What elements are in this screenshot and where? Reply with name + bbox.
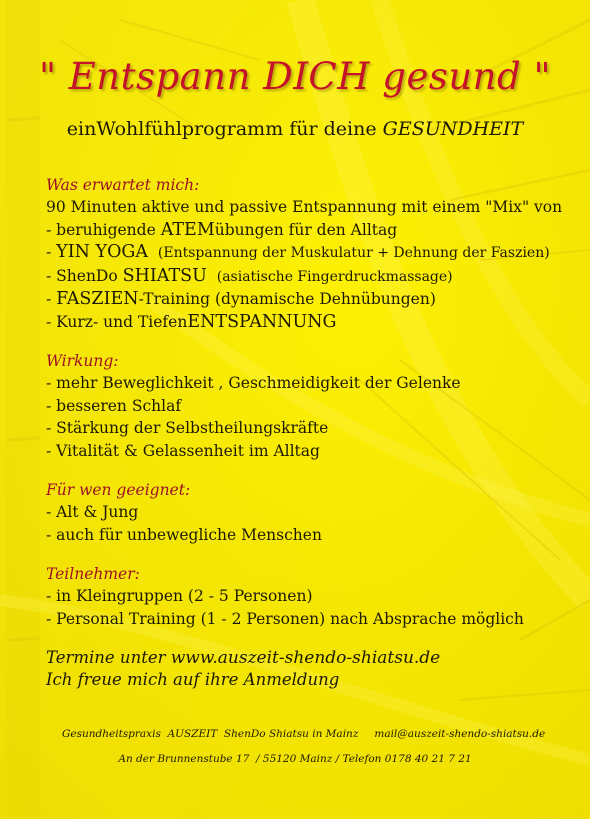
list-item — [46, 219, 576, 242]
item-keyword: ATEM — [160, 219, 215, 240]
item-pre: - ShenDo — [46, 266, 123, 285]
section-teilnehmer — [46, 563, 576, 630]
list-item: - Vitalität & Gelassenheit im Alltag — [46, 441, 320, 460]
section-was-erwartet — [46, 174, 576, 333]
section-heading: Wirkung: — [46, 352, 119, 370]
termine-prefix: Termine unter — [46, 648, 171, 667]
item-post — [207, 267, 217, 285]
website-link[interactable]: www.auszeit-shendo-shiatsu.de — [170, 648, 441, 668]
list-item — [46, 265, 576, 289]
subtitle — [0, 118, 590, 140]
subtitle-emphasis: GESUNDHEIT — [382, 118, 524, 140]
item-post — [148, 243, 158, 261]
list-item: - Stärkung der Selbstheilungskräfte — [46, 419, 329, 437]
section-fuer-wen — [46, 479, 576, 546]
list-item: - Alt & Jung — [46, 503, 139, 521]
section-wirkung — [46, 350, 576, 462]
section-heading: Für wen geeignet: — [46, 481, 191, 499]
item-keyword: ENTSPANNUNG — [187, 311, 337, 332]
item-keyword: FASZIEN — [56, 289, 139, 309]
item-pre: - — [46, 243, 57, 261]
list-item: - auch für unbewegliche Menschen — [46, 525, 322, 544]
item-pre: - beruhigende — [46, 220, 161, 239]
item-pre: - Kurz- und Tiefen — [46, 312, 188, 331]
section-heading: Was erwartet mich: — [46, 176, 200, 194]
subtitle-prefix: ein — [66, 118, 97, 140]
subtitle-middle: Wohlfühlprogramm für deine — [96, 118, 383, 140]
footer-contact — [62, 728, 545, 740]
item-post: -Training (dynamische Dehnübungen) — [138, 290, 436, 308]
list-item: - in Kleingruppen (2 - 5 Personen) — [46, 587, 313, 605]
item-keyword: YIN YOGA — [56, 242, 149, 262]
content — [46, 174, 576, 691]
list-item: - mehr Beweglichkeit , Geschmeidigkeit der Gelenke — [46, 374, 461, 392]
item-note: (asiatische Fingerdruckmassage) — [216, 268, 453, 285]
closing — [46, 647, 576, 691]
item-post: übungen für den Alltag — [214, 220, 398, 239]
section-heading: Teilnehmer: — [46, 565, 140, 583]
footer-practice: Gesundheitspraxis AUSZEIT ShenDo Shiatsu in Mainz — [62, 728, 359, 740]
termine-line — [46, 647, 576, 669]
footer-email[interactable]: mail@auszeit-shendo-shiatsu.de — [374, 728, 546, 740]
list-item — [46, 288, 576, 311]
greeting: Ich freue mich auf ihre Anmeldung — [46, 670, 340, 689]
item-pre: - — [46, 290, 57, 308]
list-item — [46, 241, 576, 265]
page-title: " Entspann DICH gesund " — [39, 55, 551, 98]
item-keyword: SHIATSU — [122, 265, 207, 286]
list-item — [46, 311, 576, 334]
section-intro: 90 Minuten aktive und passive Entspannung mit einem "Mix" von — [46, 198, 563, 216]
list-item: - besseren Schlaf — [46, 396, 182, 415]
item-note: (Entspannung der Muskulatur + Dehnung der Faszien) — [157, 245, 550, 261]
list-item: - Personal Training (1 - 2 Personen) nach Absprache möglich — [46, 609, 524, 628]
footer-address: An der Brunnenstube 17 / 55120 Mainz / Telefon 0178 40 21 7 21 — [118, 753, 472, 765]
